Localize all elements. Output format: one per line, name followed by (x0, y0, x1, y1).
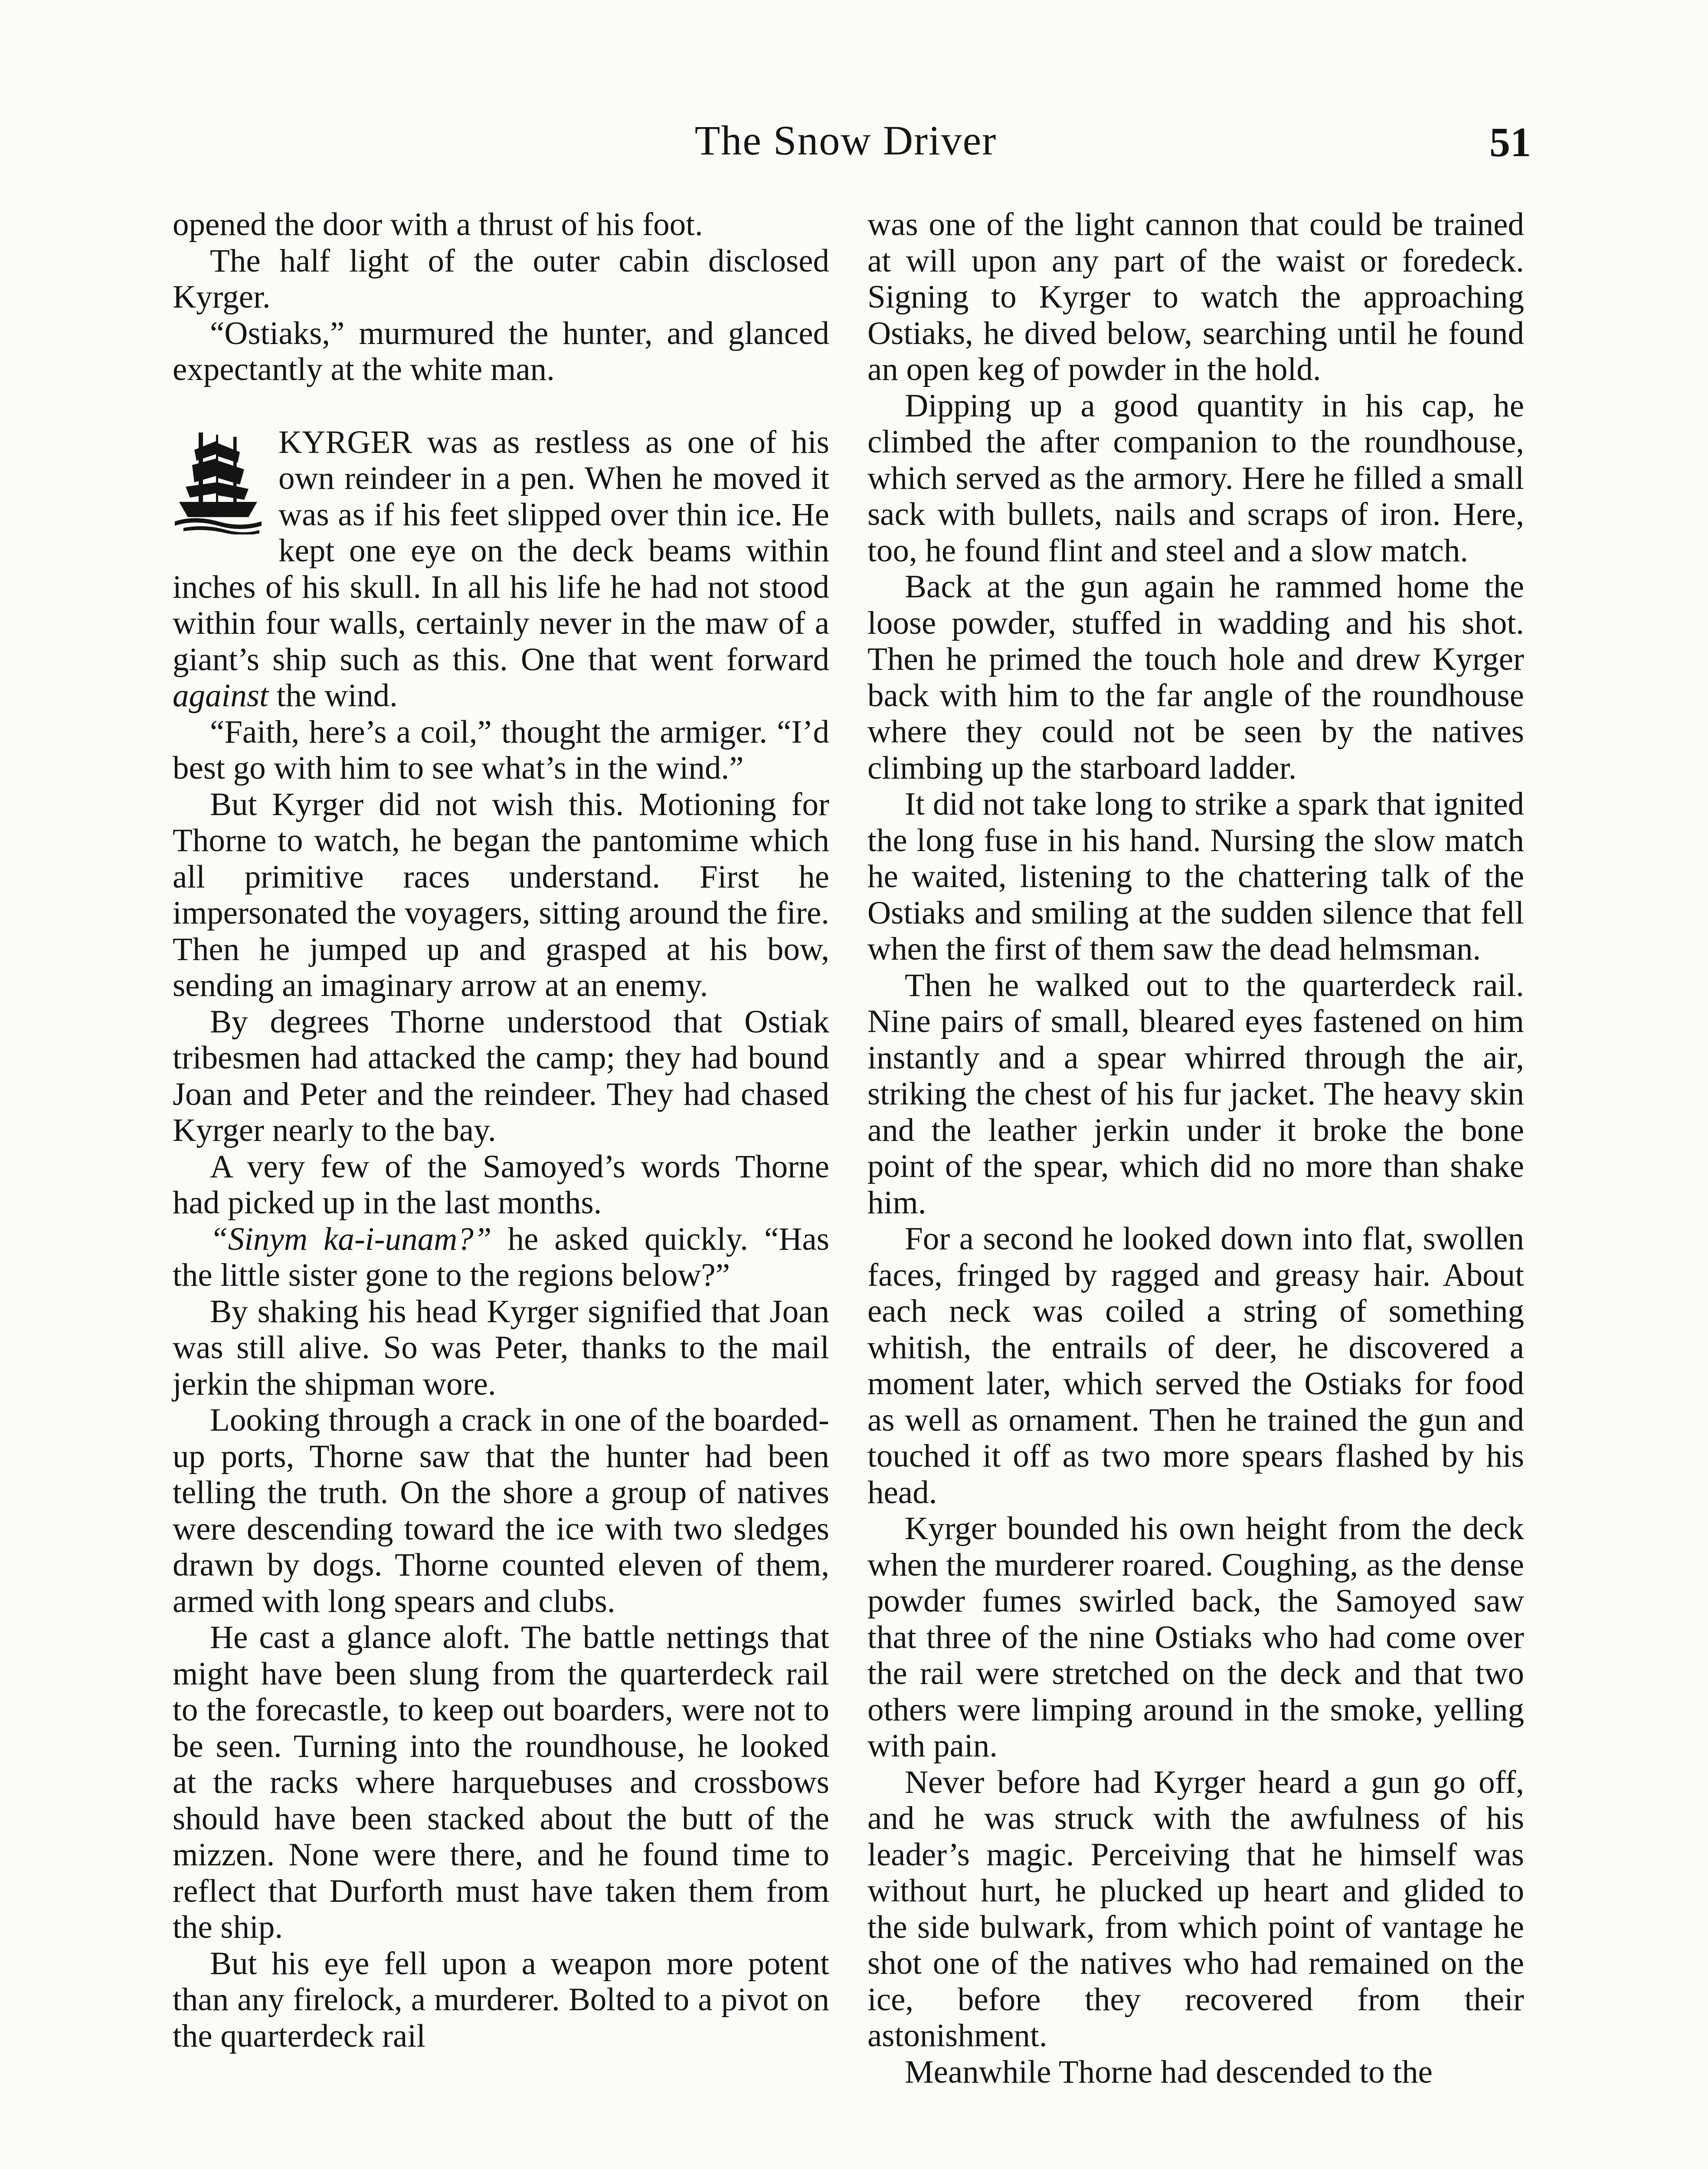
paragraph: was one of the light cannon that could be trained at will upon any part of the waist or foredeck. Signing to Kyrger to watch the approaching Ostiaks, he dived below, searching until he found an open keg of powder in the hold. (867, 206, 1524, 387)
right-column (867, 206, 1524, 2090)
left-column (173, 206, 829, 2054)
paragraph-text-end: the wind. (268, 678, 398, 714)
section-opening-paragraph (173, 424, 829, 714)
paragraph-text: KYRGER was as restless as one of his own reindeer in a pen. When he moved it was as if his feet slipped over thin ice. He kept one eye on the deck beams within inches of his skull. In all his life he had not stood within four walls, certainly never in the maw of a giant’s ship such as this. One that went forward (173, 424, 829, 678)
paragraph-text: he asked quickly. “Has the little sister gone to the regions below?” (173, 1221, 829, 1293)
paragraph: Then he walked out to the quarterdeck rail. Nine pairs of small, bleared eyes fastened on him instantly and a spear whirred through the air, striking the chest of his fur jacket. The heavy skin and the leather jerkin under it broke the bone point of the spear, which did no more than shake him. (867, 967, 1524, 1221)
paragraph: A very few of the Samoyed’s words Thorne had picked up in the last months. (173, 1148, 829, 1221)
paragraph: Back at the gun again he rammed home the loose powder, stuffed in wadding and his shot. Then he primed the touch hole and drew Kyrger back with him to the far angle of the roundhouse where they could not be seen by the natives climbing up the starboard ladder. (867, 569, 1524, 786)
paragraph: By degrees Thorne understood that Ostiak tribesmen had attacked the camp; they had bound Joan and Peter and the reindeer. They had chased Kyrger nearly to the bay. (173, 1003, 829, 1148)
paragraph: Looking through a crack in one of the boarded-up ports, Thorne saw that the hunter had been telling the truth. On the shore a group of natives were descending toward the ice with two sledges drawn by dogs. Thorne counted eleven of them, armed with long spears and clubs. (173, 1402, 829, 1619)
paragraph: opened the door with a thrust of his foot. (173, 206, 703, 242)
ship-ornament-icon (173, 426, 264, 534)
section-break (173, 388, 829, 424)
paragraph: Dipping up a good quantity in his cap, he climbed the after companion to the roundhouse, which served as the armory. Here he filled a small sack with bullets, nails and scraps of iron. Here, too, he found flint and steel and a slow match. (867, 387, 1524, 569)
running-head: The Snow Driver (694, 117, 997, 164)
paragraph: “Faith, here’s a coil,” thought the armiger. “I’d best go with him to see what’s in the wind.” (173, 714, 829, 786)
paragraph: Kyrger bounded his own height from the deck when the murderer roared. Coughing, as the dense powder fumes swirled back, the Samoyed saw that three of the nine Ostiaks who had come over the rail were stretched on the deck and that two others were limping around in the smoke, yelling with pain. (867, 1510, 1524, 1764)
paragraph: The half light of the outer cabin disclosed Kyrger. (173, 242, 829, 315)
samoyed-phrase: “Sinym ka-i-unam?” (210, 1221, 492, 1257)
paragraph (173, 1221, 829, 1294)
paragraph: It did not take long to strike a spark that ignited the long fuse in his hand. Nursing the slow match he waited, listening to the chattering talk of the Ostiaks and smiling at the sudden silence that fell when the first of them saw the dead helmsman. (867, 786, 1524, 967)
emphasized-word: against (173, 678, 268, 714)
paragraph: “Ostiaks,” murmured the hunter, and glanced expectantly at the white man. (173, 315, 829, 387)
paragraph: Never before had Kyrger heard a gun go off, and he was struck with the awfulness of his leader’s magic. Perceiving that he himself was without hurt, he plucked up heart and glided to the side bulwark, from which point of vantage he shot one of the natives who had remained on the ice, before they recovered from their astonishment. (867, 1764, 1524, 2054)
paragraph: But Kyrger did not wish this. Motioning for Thorne to watch, he began the pantomime which all primitive races understand. First he impersonated the voyagers, sitting around the fire. Then he jumped up and grasped at his bow, sending an imaginary arrow at an enemy. (173, 786, 829, 1003)
paragraph: Meanwhile Thorne had descended to the (905, 2054, 1433, 2090)
paragraph: He cast a glance aloft. The battle nettings that might have been slung from the quarterdeck rail to the forecastle, to keep out boarders, were not to be seen. Turning into the roundhouse, he looked at the racks where harquebuses and crossbows should have been stacked about the butt of the mizzen. None were there, and he found time to reflect that Durforth must have taken them from the ship. (173, 1619, 829, 1945)
paragraph: For a second he looked down into flat, swollen faces, fringed by ragged and greasy hair. About each neck was coiled a string of something whitish, the entrails of deer, he discovered a moment later, which served the Ostiaks for food as well as ornament. Then he trained the gun and touched it off as two more spears flashed by his head. (867, 1221, 1524, 1510)
paragraph: By shaking his head Kyrger signified that Joan was still alive. So was Peter, thanks to the mail jerkin the shipman wore. (173, 1293, 829, 1402)
page-number: 51 (1489, 119, 1531, 165)
paragraph: But his eye fell upon a weapon more potent than any firelock, a murderer. Bolted to a pivot on the quarterdeck rail (173, 1945, 829, 2054)
